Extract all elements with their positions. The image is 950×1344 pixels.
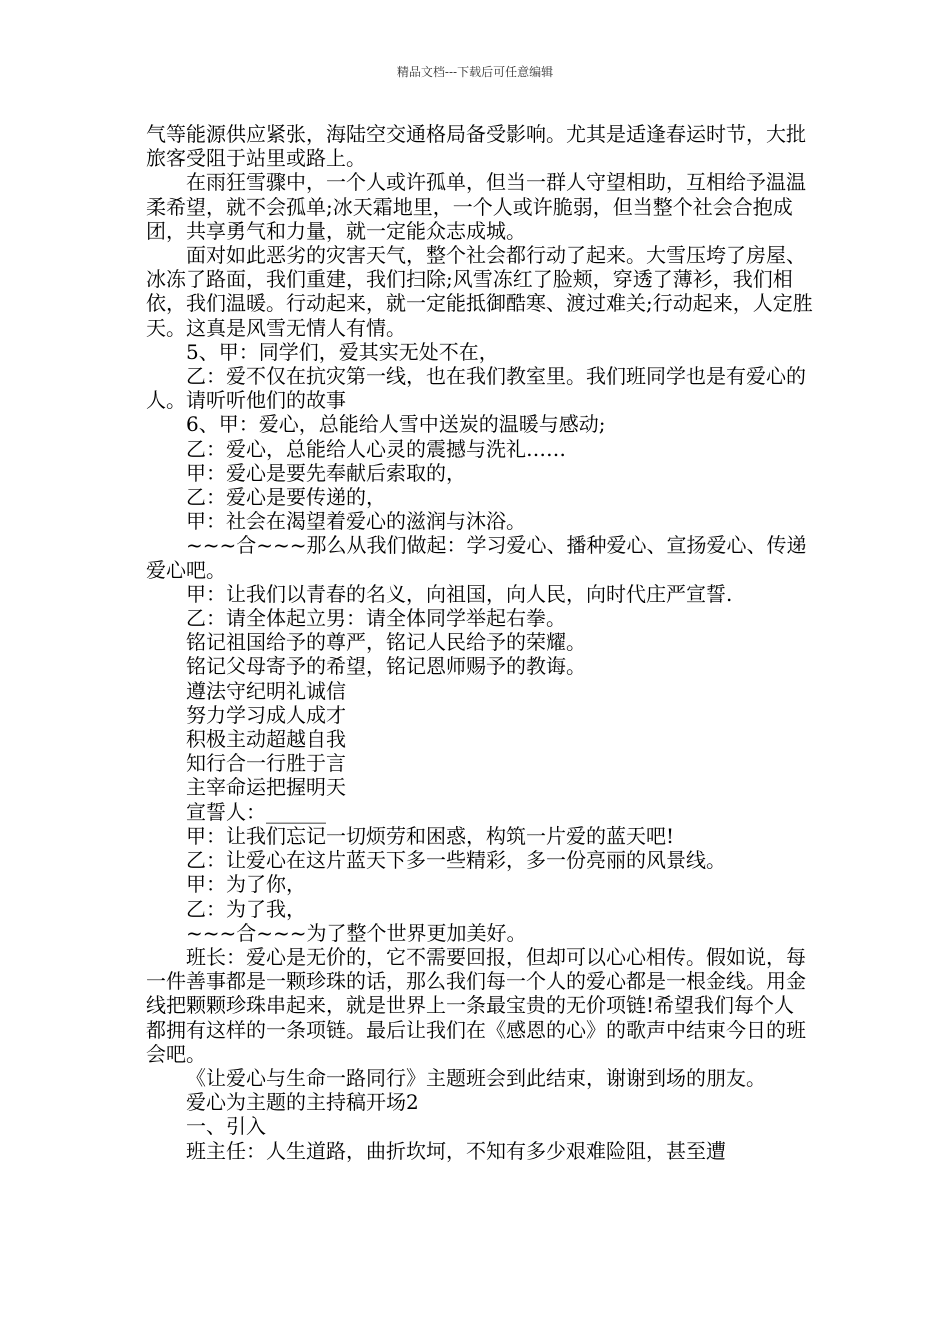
paragraph: 甲：让我们以青春的名义，向祖国，向人民，向时代庄严宣誓. (186, 581, 733, 606)
paragraph: 班长：爱心是无价的，它不需要回报，但却可以心心相传。假如说，每一件善事都是一颗珍珠的话，那么我们每一个人的爱心都是一根金线。用金线把颗颗珍珠串起来，就是世界上一条最宝贵的无价项链!希望我们每个人都拥有这样的一条项链。最后让我们在《感恩的心》的歌声中结束今日的班会吧。 (146, 944, 806, 1066)
paragraph: 气等能源供应紧张，海陆空交通格局备受影响。尤其是适逢春运时节，大批旅客受阻于站里或路上。 (146, 122, 806, 171)
paragraph: 乙：爱心是要传递的， (186, 485, 386, 510)
paragraph: 在雨狂雪骤中，一个人或许孤单，但当一群人守望相助，互相给予温温柔希望，就不会孤单;冰天霜地里，一个人或许脆弱，但当整个社会合抱成团，共享勇气和力量，就一定能众志成城。 (146, 170, 806, 243)
paragraph: 5、甲：同学们，爱其实无处不在， (186, 339, 499, 364)
paragraph: ~~~合~~~那么从我们做起：学习爱心、播种爱心、宣扬爱心、传递爱心吧。 (146, 533, 807, 582)
paragraph: 知行合一行胜于言 (186, 751, 346, 776)
paragraph: 甲：爱心是要先奉献后索取的， (186, 460, 466, 485)
paragraph: 乙：为了我， (186, 896, 306, 921)
paragraph: 乙：请全体起立男：请全体同学举起右拳。 (186, 606, 566, 631)
paragraph: 甲：社会在渴望着爱心的滋润与沐浴。 (186, 509, 526, 534)
paragraph: 爱心为主题的主持稿开场2 (186, 1090, 419, 1115)
paragraph: 面对如此恶劣的灾害天气，整个社会都行动了起来。大雪压垮了房屋、冰冻了路面，我们重建，我们扫除;风雪冻红了脸颊，穿透了薄衫，我们相依，我们温暖。行动起来，就一定能抵御酷寒、渡过难关;行动起来，人定胜天。这真是风雪无情人有情。 (146, 243, 813, 340)
document-body (146, 122, 814, 1163)
paragraph: 乙：爱不仅在抗灾第一线，也在我们教室里。我们班同学也是有爱心的人。请听听他们的故事 (146, 364, 806, 413)
paragraph: 乙：让爱心在这片蓝天下多一些精彩，多一份亮丽的风景线。 (186, 848, 726, 873)
paragraph: 努力学习成人成才 (186, 702, 346, 727)
paragraph: 甲：让我们忘记一切烦劳和困惑，构筑一片爱的蓝天吧! (186, 823, 675, 848)
paragraph: 乙：爱心，总能给人心灵的震撼与洗礼…… (186, 436, 566, 461)
paragraph: 遵法守纪明礼诚信 (186, 678, 346, 703)
paragraph: 铭记祖国给予的尊严，铭记人民给予的荣耀。 (186, 630, 586, 655)
paragraph: ~~~合~~~为了整个世界更加美好。 (186, 920, 527, 945)
paragraph: 6、甲：爱心，总能给人雪中送炭的温暖与感动; (186, 412, 606, 437)
paragraph: 《让爱心与生命一路同行》主题班会到此结束，谢谢到场的朋友。 (186, 1065, 766, 1090)
page-header: 精品文档---下载后可任意编辑 (396, 65, 554, 79)
paragraph: 甲：为了你， (186, 872, 306, 897)
paragraph: 宣誓人：______ (186, 799, 326, 824)
paragraph: 班主任：人生道路，曲折坎坷，不知有多少艰难险阻，甚至遭 (186, 1138, 726, 1163)
paragraph: 主宰命运把握明天 (186, 775, 346, 800)
paragraph: 铭记父母寄予的希望，铭记恩师赐予的教诲。 (186, 654, 586, 679)
paragraph: 积极主动超越自我 (186, 727, 346, 752)
paragraph: 一、引入 (186, 1114, 266, 1139)
